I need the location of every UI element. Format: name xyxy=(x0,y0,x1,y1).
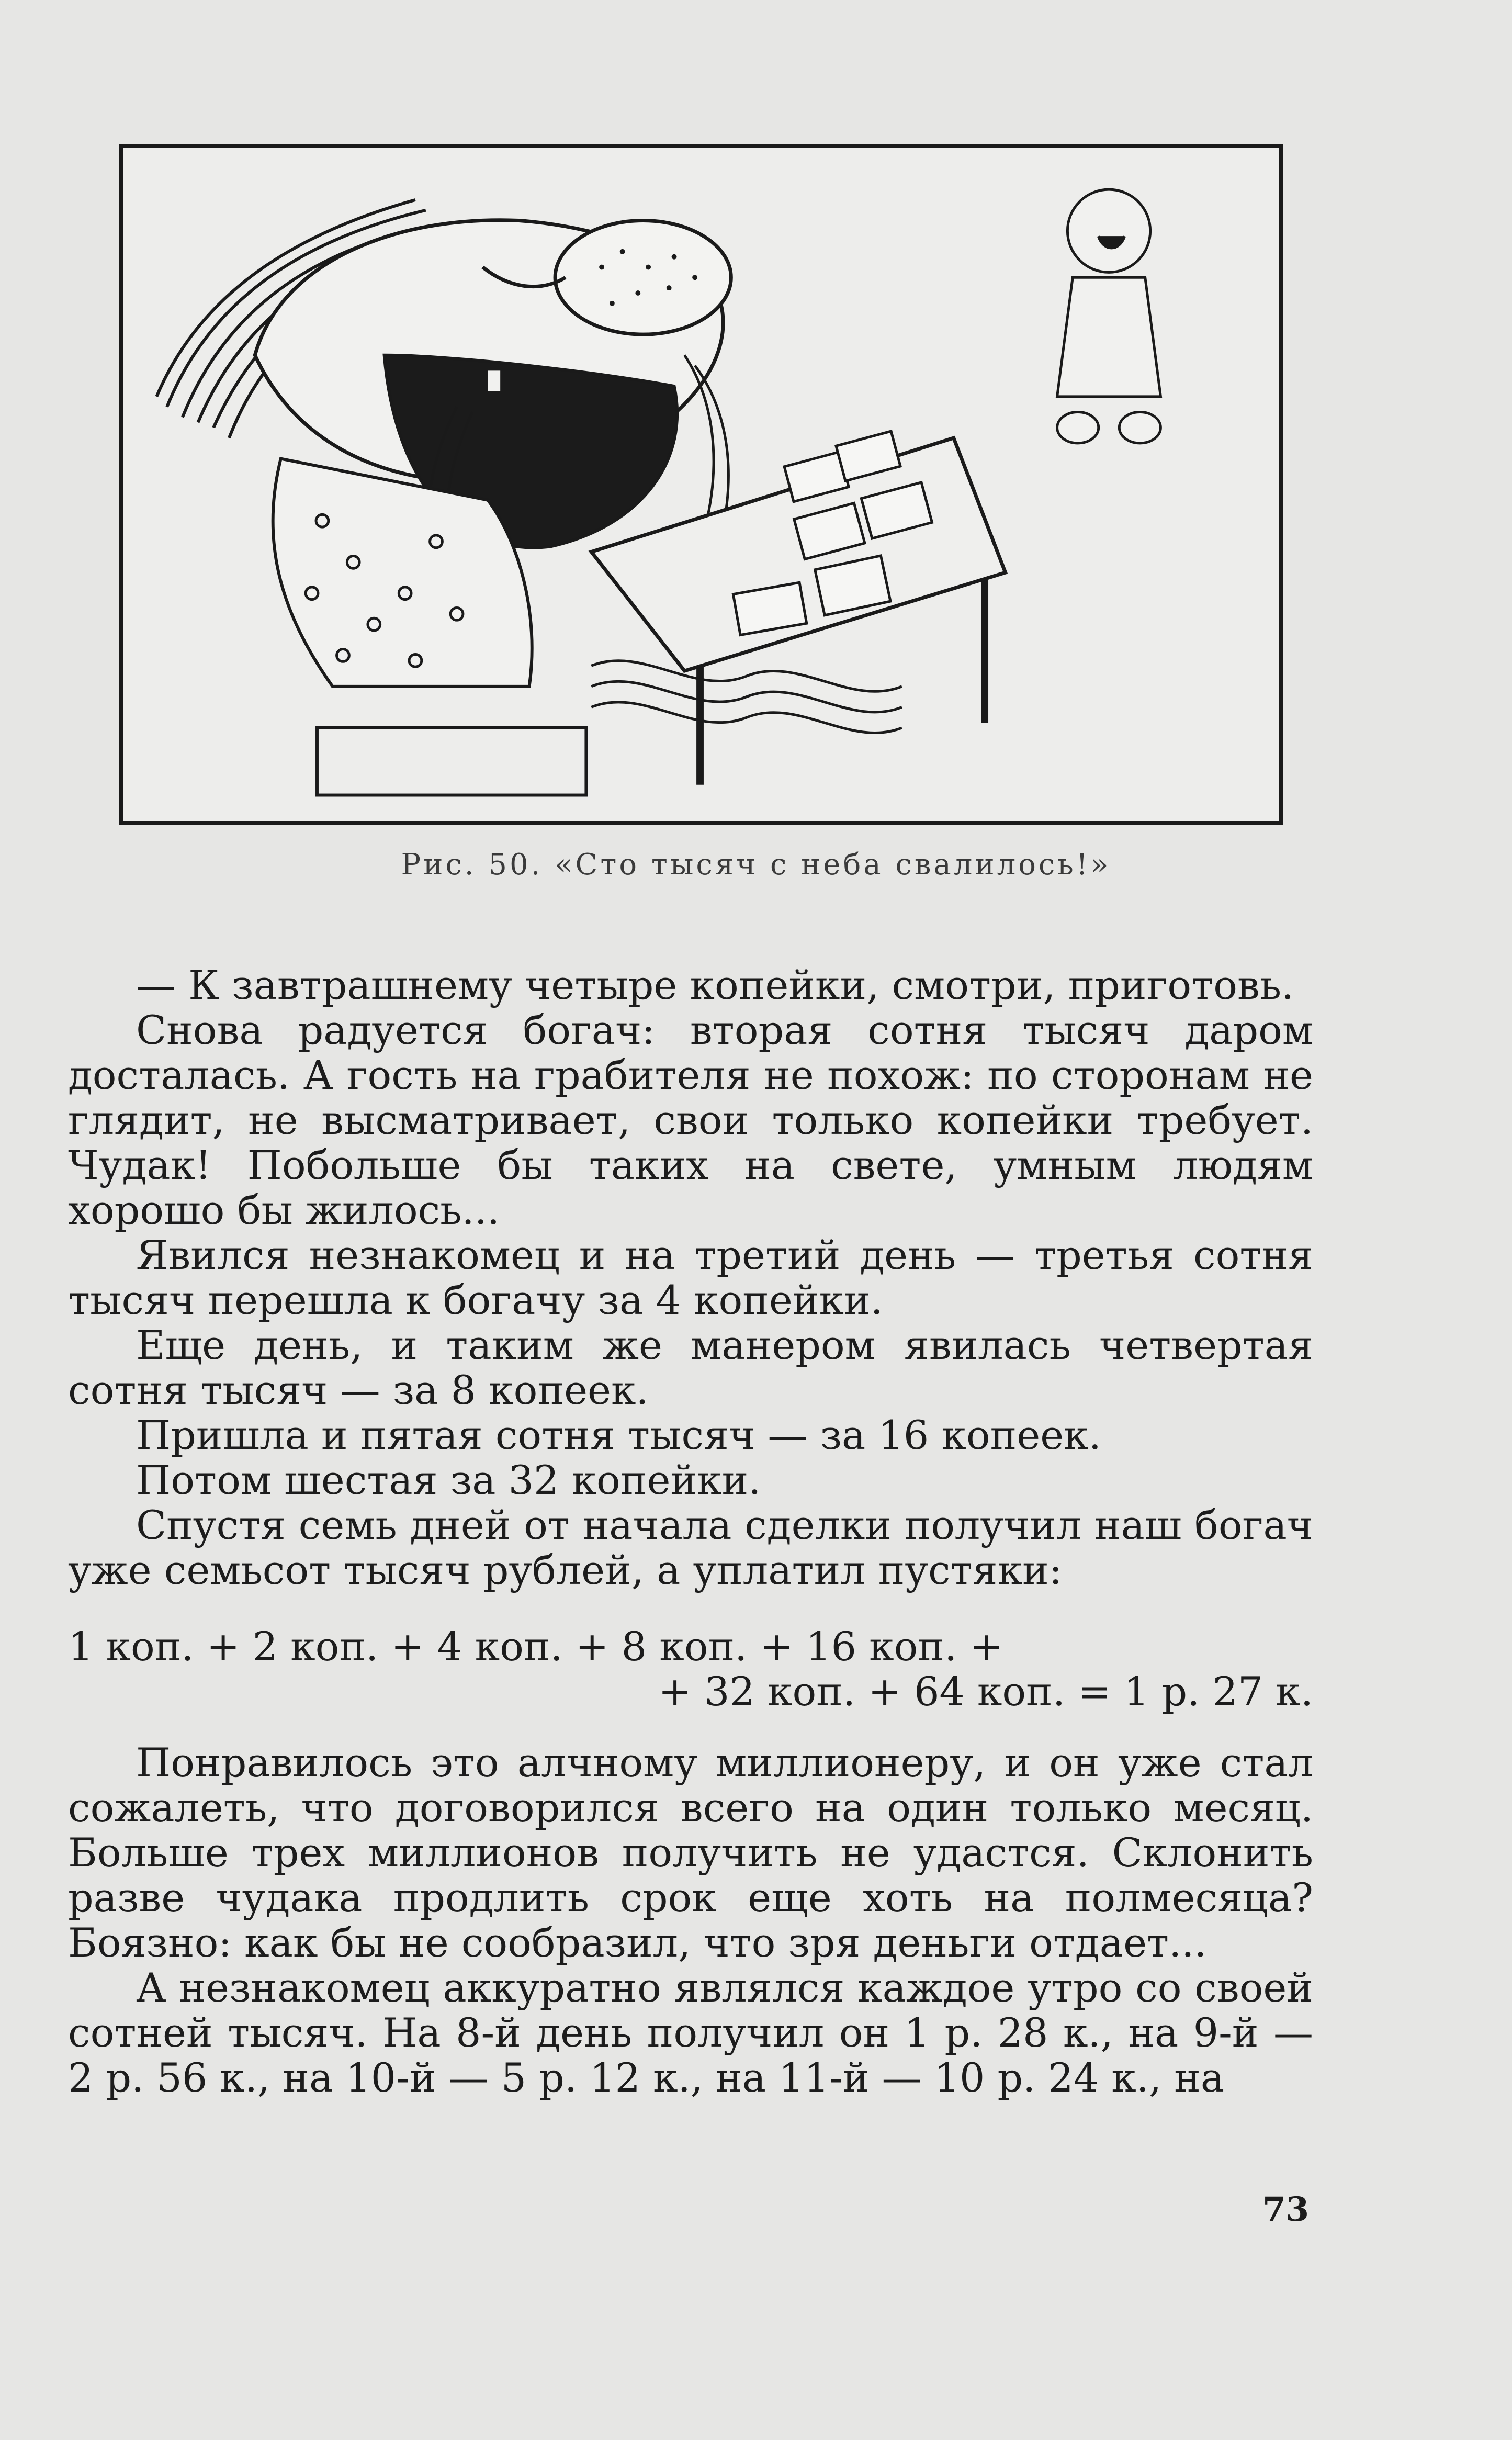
cartoon-drawing xyxy=(123,148,1279,821)
paragraph: Спустя семь дней от начала сделки получил наш богач уже семьсот тысяч рублей, а уплатил пустяки: xyxy=(68,1502,1313,1593)
formula-line-1: 1 коп. + 2 коп. + 4 коп. + 8 коп. + 16 коп. + xyxy=(68,1623,1003,1670)
body-text xyxy=(68,963,1313,2100)
page-number: 73 xyxy=(1262,2190,1309,2229)
figure-caption: Рис. 50. «Сто тысяч с неба свалилось!» xyxy=(401,848,1111,882)
paragraph: Пришла и пятая сотня тысяч — за 16 копеек. xyxy=(136,1412,1101,1458)
paragraph: Понравилось это алчному миллионеру, и он уже стал сожалеть, что договорился всего на один только месяц. Больше трех миллионов получить не удастся. Склонить разве чудака продлить срок еще хоть на полмесяца? Боязно: как бы не сообразил, что зря деньги отдает... xyxy=(68,1739,1313,1966)
paragraph: — К завтрашнему четыре копейки, смотри, приготовь. xyxy=(136,962,1294,1008)
paragraph: Потом шестая за 32 копейки. xyxy=(136,1457,761,1503)
paragraph: А незнакомец аккуратно являлся каждое утро со своей сотней тысяч. На 8-й день получил он 1 р. 28 к., на 9-й — 2 р. 56 к., на 10-й — 5 р. 12 к., на 11-й — 10 р. 24 к., на xyxy=(68,1964,1313,2101)
sum-formula xyxy=(68,1624,1313,1714)
paragraph: Снова радуется богач: вторая сотня тысяч даром досталась. А гость на грабителя не похож: по сторонам не глядит, не высматривает, свои только копейки требует. Чудак! Побольше бы таких на свете, умным людям хорошо бы жилось... xyxy=(68,1007,1313,1233)
illustration xyxy=(119,144,1283,825)
paragraph: Еще день, и таким же манером явилась четвертая сотня тысяч — за 8 копеек. xyxy=(68,1322,1313,1413)
paragraph: Явился незнакомец и на третий день — третья сотня тысяч перешла к богачу за 4 копейки. xyxy=(68,1232,1313,1323)
formula-line-2: + 32 коп. + 64 коп. = 1 р. 27 к. xyxy=(658,1668,1313,1715)
